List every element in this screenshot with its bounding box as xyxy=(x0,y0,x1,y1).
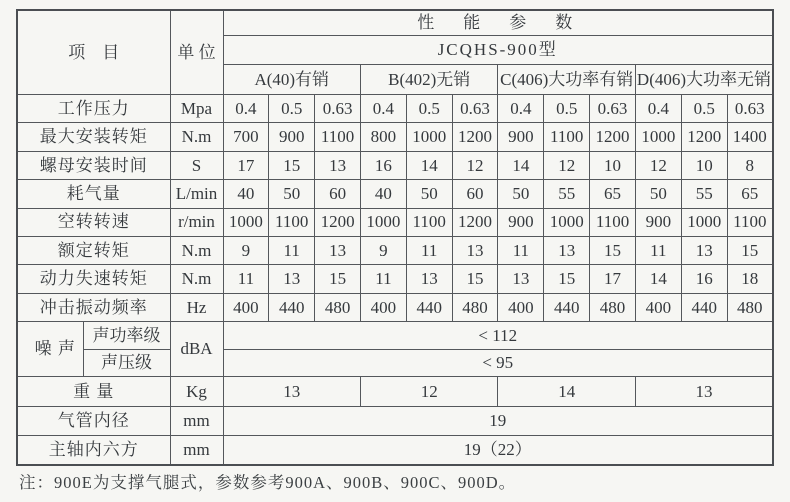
row-label: 螺母安装时间 xyxy=(17,151,170,179)
value-cell: 13 xyxy=(452,236,498,264)
value-cell: 15 xyxy=(727,236,773,264)
table-row-spindle-hex xyxy=(17,436,773,465)
value-cell: 12 xyxy=(635,151,681,179)
group-header-c: C(406)大功率有销 xyxy=(498,65,635,94)
row-label: 额定转矩 xyxy=(17,236,170,264)
row-unit: Mpa xyxy=(170,94,223,122)
row-unit: dBA xyxy=(170,322,223,377)
value-cell: 12 xyxy=(360,377,497,406)
value-cell: 900 xyxy=(269,123,315,151)
table-row-working-pressure xyxy=(17,94,773,122)
value-cell: 1000 xyxy=(406,123,452,151)
value-cell: 14 xyxy=(498,377,635,406)
row-label: 耗气量 xyxy=(17,180,170,208)
value-cell: 700 xyxy=(223,123,269,151)
item-column-header: 项 目 xyxy=(17,10,170,94)
table-row-noise-pressure-level xyxy=(17,349,773,376)
row-unit: mm xyxy=(170,406,223,435)
value-cell: 50 xyxy=(498,180,544,208)
value-cell: 400 xyxy=(498,293,544,321)
noise-sub-label: 声功率级 xyxy=(83,322,170,349)
row-label: 动力失速转矩 xyxy=(17,265,170,293)
value-cell: 0.5 xyxy=(681,94,727,122)
value-cell: 18 xyxy=(727,265,773,293)
value-cell: 480 xyxy=(452,293,498,321)
value-cell: 60 xyxy=(452,180,498,208)
value-cell: 11 xyxy=(406,236,452,264)
value-cell: 1100 xyxy=(590,208,636,236)
value-cell: < 112 xyxy=(223,322,773,349)
value-cell: 65 xyxy=(727,180,773,208)
value-cell: 13 xyxy=(406,265,452,293)
value-cell: 13 xyxy=(223,377,360,406)
value-cell: 14 xyxy=(406,151,452,179)
value-cell: 0.5 xyxy=(406,94,452,122)
value-cell: 50 xyxy=(406,180,452,208)
value-cell: 0.4 xyxy=(223,94,269,122)
value-cell: 15 xyxy=(544,265,590,293)
table-row-power-stall-torque xyxy=(17,265,773,293)
value-cell: 13 xyxy=(269,265,315,293)
value-cell: 14 xyxy=(498,151,544,179)
value-cell: 1200 xyxy=(315,208,361,236)
row-label: 工作压力 xyxy=(17,94,170,122)
table-row-air-pipe-bore xyxy=(17,406,773,435)
value-cell: 400 xyxy=(635,293,681,321)
value-cell: 1200 xyxy=(452,208,498,236)
row-unit: N.m xyxy=(170,236,223,264)
value-cell: 14 xyxy=(635,265,681,293)
value-cell: 1000 xyxy=(223,208,269,236)
value-cell: 1100 xyxy=(727,208,773,236)
performance-spec-table xyxy=(16,9,774,466)
value-cell: 0.5 xyxy=(269,94,315,122)
row-label: 重 量 xyxy=(17,377,170,406)
value-cell: 50 xyxy=(269,180,315,208)
value-cell: 900 xyxy=(635,208,681,236)
value-cell: 19 xyxy=(223,406,773,435)
value-cell: 10 xyxy=(681,151,727,179)
table-row-max-install-torque xyxy=(17,123,773,151)
value-cell: 11 xyxy=(498,236,544,264)
value-cell: 19（22） xyxy=(223,436,773,465)
value-cell: 440 xyxy=(406,293,452,321)
row-label: 空转转速 xyxy=(17,208,170,236)
value-cell: 13 xyxy=(315,151,361,179)
value-cell: 16 xyxy=(360,151,406,179)
value-cell: 440 xyxy=(681,293,727,321)
value-cell: 1100 xyxy=(544,123,590,151)
value-cell: 400 xyxy=(223,293,269,321)
value-cell: 13 xyxy=(315,236,361,264)
value-cell: 55 xyxy=(544,180,590,208)
header-row-1 xyxy=(17,10,773,35)
value-cell: 15 xyxy=(590,236,636,264)
value-cell: 1400 xyxy=(727,123,773,151)
value-cell: 40 xyxy=(223,180,269,208)
row-label: 最大安装转矩 xyxy=(17,123,170,151)
value-cell: 9 xyxy=(223,236,269,264)
value-cell: 1200 xyxy=(452,123,498,151)
group-header-d: D(406)大功率无销 xyxy=(635,65,773,94)
value-cell: 1200 xyxy=(681,123,727,151)
value-cell: 0.63 xyxy=(315,94,361,122)
value-cell: 1000 xyxy=(635,123,681,151)
value-cell: 9 xyxy=(360,236,406,264)
group-header-b: B(402)无销 xyxy=(360,65,497,94)
model-header: JCQHS-900型 xyxy=(223,35,773,64)
value-cell: 0.63 xyxy=(727,94,773,122)
value-cell: 800 xyxy=(360,123,406,151)
row-unit: N.m xyxy=(170,265,223,293)
row-label: 气管内径 xyxy=(17,406,170,435)
table-row-impact-frequency xyxy=(17,293,773,321)
value-cell: 0.5 xyxy=(544,94,590,122)
value-cell: 11 xyxy=(635,236,681,264)
spec-sheet xyxy=(16,9,774,466)
value-cell: 1200 xyxy=(590,123,636,151)
value-cell: 1000 xyxy=(360,208,406,236)
value-cell: 40 xyxy=(360,180,406,208)
value-cell: 480 xyxy=(315,293,361,321)
value-cell: < 95 xyxy=(223,349,773,376)
table-row-no-load-speed xyxy=(17,208,773,236)
group-header-a: A(40)有销 xyxy=(223,65,360,94)
value-cell: 13 xyxy=(544,236,590,264)
table-row-weight xyxy=(17,377,773,406)
value-cell: 17 xyxy=(223,151,269,179)
value-cell: 1000 xyxy=(681,208,727,236)
value-cell: 17 xyxy=(590,265,636,293)
row-unit: S xyxy=(170,151,223,179)
value-cell: 0.63 xyxy=(452,94,498,122)
value-cell: 10 xyxy=(590,151,636,179)
value-cell: 16 xyxy=(681,265,727,293)
value-cell: 12 xyxy=(452,151,498,179)
row-unit: Kg xyxy=(170,377,223,406)
row-unit: L/min xyxy=(170,180,223,208)
value-cell: 1100 xyxy=(315,123,361,151)
value-cell: 900 xyxy=(498,123,544,151)
value-cell: 1000 xyxy=(544,208,590,236)
performance-params-header: 性 能 参 数 xyxy=(223,10,773,35)
value-cell: 1100 xyxy=(406,208,452,236)
row-unit: r/min xyxy=(170,208,223,236)
value-cell: 50 xyxy=(635,180,681,208)
value-cell: 0.4 xyxy=(360,94,406,122)
value-cell: 8 xyxy=(727,151,773,179)
value-cell: 0.4 xyxy=(498,94,544,122)
value-cell: 15 xyxy=(269,151,315,179)
value-cell: 480 xyxy=(590,293,636,321)
noise-label: 噪 声 xyxy=(17,322,83,377)
value-cell: 11 xyxy=(223,265,269,293)
noise-sub-label: 声压级 xyxy=(83,349,170,376)
value-cell: 0.4 xyxy=(635,94,681,122)
value-cell: 12 xyxy=(544,151,590,179)
value-cell: 15 xyxy=(315,265,361,293)
value-cell: 55 xyxy=(681,180,727,208)
row-label: 冲击振动频率 xyxy=(17,293,170,321)
row-unit: mm xyxy=(170,436,223,465)
row-unit: Hz xyxy=(170,293,223,321)
value-cell: 480 xyxy=(727,293,773,321)
table-row-noise-power-level xyxy=(17,322,773,349)
value-cell: 65 xyxy=(590,180,636,208)
unit-column-header: 单 位 xyxy=(170,10,223,94)
row-unit: N.m xyxy=(170,123,223,151)
footnote: 注：900E为支撑气腿式，参数参考900A、900B、900C、900D。 xyxy=(19,473,517,492)
value-cell: 11 xyxy=(360,265,406,293)
table-row-rated-torque xyxy=(17,236,773,264)
table-row-nut-install-time xyxy=(17,151,773,179)
value-cell: 440 xyxy=(544,293,590,321)
value-cell: 13 xyxy=(681,236,727,264)
value-cell: 60 xyxy=(315,180,361,208)
value-cell: 1100 xyxy=(269,208,315,236)
value-cell: 13 xyxy=(498,265,544,293)
value-cell: 400 xyxy=(360,293,406,321)
value-cell: 900 xyxy=(498,208,544,236)
value-cell: 440 xyxy=(269,293,315,321)
value-cell: 13 xyxy=(635,377,773,406)
value-cell: 15 xyxy=(452,265,498,293)
table-row-air-consumption xyxy=(17,180,773,208)
value-cell: 11 xyxy=(269,236,315,264)
value-cell: 0.63 xyxy=(590,94,636,122)
row-label: 主轴内六方 xyxy=(17,436,170,465)
